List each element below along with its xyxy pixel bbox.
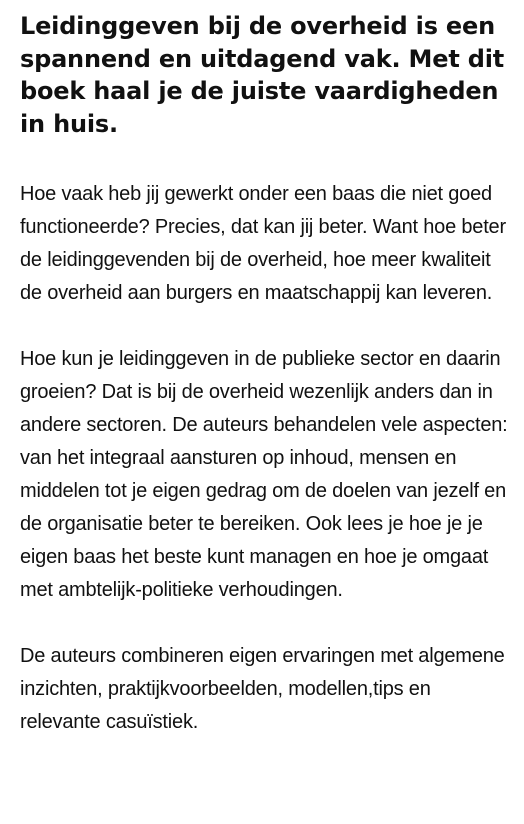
article-headline: Leidinggeven bij de overheid is een spannend en uitdagend vak. Met dit boek haal je de juiste vaardigheden in huis.	[20, 12, 505, 138]
article-paragraph-intro: Hoe vaak heb jij gewerkt onder een baas die niet goed functioneerde? Precies, dat kan jij beter. Want hoe beter de leidinggevenden bij de overheid, hoe meer kwaliteit de overheid aan burgers en maatschappij kan leveren.	[20, 183, 506, 304]
article-paragraph-topics: Hoe kun je leidinggeven in de publieke sector en daarin groeien? Dat is bij de overheid wezenlijk anders dan in andere sectoren. De auteurs behandelen vele aspecten: van het integraal aansturen op inhoud, mensen en middelen tot je eigen gedrag om de doelen van jezelf en de organisatie beter te bereiken. Ook lees je hoe je je eigen baas het beste kunt managen en hoe je omgaat met ambtelijk-politieke verhoudingen.	[20, 348, 508, 601]
article-body	[20, 10, 510, 739]
article-paragraph-authors: De auteurs combineren eigen ervaringen met algemene inzichten, praktijkvoorbeelden, modellen,tips en relevante casuïstiek.	[20, 645, 505, 733]
